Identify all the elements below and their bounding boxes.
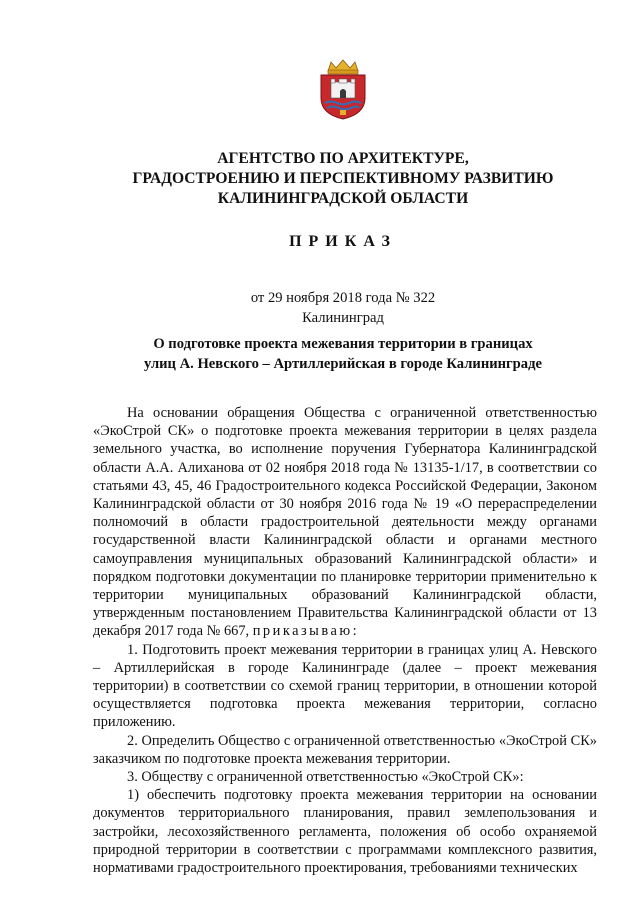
- body-paragraph: 2. Определить Общество с ограниченной ответственностью «ЭкоСтрой СК» заказчиком по подготовке проекта межевания территории.: [93, 732, 597, 767]
- body-paragraph: 3. Обществу с ограниченной ответственностью «ЭкоСтрой СК»:: [127, 769, 524, 786]
- agency-line: ГРАДОСТРОЕНИЮ И ПЕРСПЕКТИВНОМУ РАЗВИТИЮ: [132, 170, 554, 187]
- subject-line: О подготовке проекта межевания территории в границах: [153, 336, 533, 352]
- coat-of-arms-emblem: [318, 58, 368, 120]
- agency-line: АГЕНТСТВО ПО АРХИТЕКТУРЕ,: [217, 150, 469, 167]
- subject-line: улиц А. Невского – Артиллерийская в городе Калининграде: [144, 356, 542, 372]
- agency-name: [0, 149, 640, 209]
- body-paragraph: [93, 404, 597, 641]
- date-and-number: от 29 ноября 2018 года № 322: [250, 290, 436, 306]
- document-type-title: ПРИКАЗ: [289, 233, 397, 250]
- body-paragraph-text: На основании обращения Общества с ограниченной ответственностью «ЭкоСтрой СК» о подготовке проекта межевания территории в целях раздела земельного участка, во исполнение поручения Губернатора Калининградской области А.А. Алиханова от 02 ноября 2018 года № 13135-1/17, в соответствии со статьями 43, 45, 46 Градостроительного кодекса Российской Федерации, Законом Калининградской области от 30 ноября 2016 года № 19 «О перераспределении полномочий в области градостроительной деятельности между органами государственной власти Калининградской области и органами местного самоуправления муниципальных образований Калининградской области» и порядком подготовки документации по планировке территории применительно к территории муниципальных образований Калининградской области, утвержденным постановлением Правительства Калининградской области от 13 декабря 2017 года № 667,: [93, 405, 597, 640]
- document-meta: [0, 288, 640, 328]
- document-subject: [0, 334, 640, 374]
- city: Калининград: [302, 310, 384, 326]
- order-word: приказываю:: [252, 623, 360, 640]
- body-paragraph: 1. Подготовить проект межевания территории в границах улиц А. Невского – Артиллерийская в городе Калининграде (далее – проект межевания территории) в соответствии со схемой границ территории, в отношении которой осуществляется подготовка проекта межевания территории, согласно приложению.: [93, 641, 597, 731]
- body-paragraph: 1) обеспечить подготовку проекта межевания территории на основании документов территориального планирования, правил землепользования и застройки, лесохозяйственного регламента, положения об особо охраняемой природной территории в соответствии с программами комплексного развития, нормативами градостроительного проектирования, требованиями технических: [93, 787, 597, 877]
- document-body: [93, 404, 597, 877]
- agency-line: КАЛИНИНГРАДСКОЙ ОБЛАСТИ: [217, 190, 469, 207]
